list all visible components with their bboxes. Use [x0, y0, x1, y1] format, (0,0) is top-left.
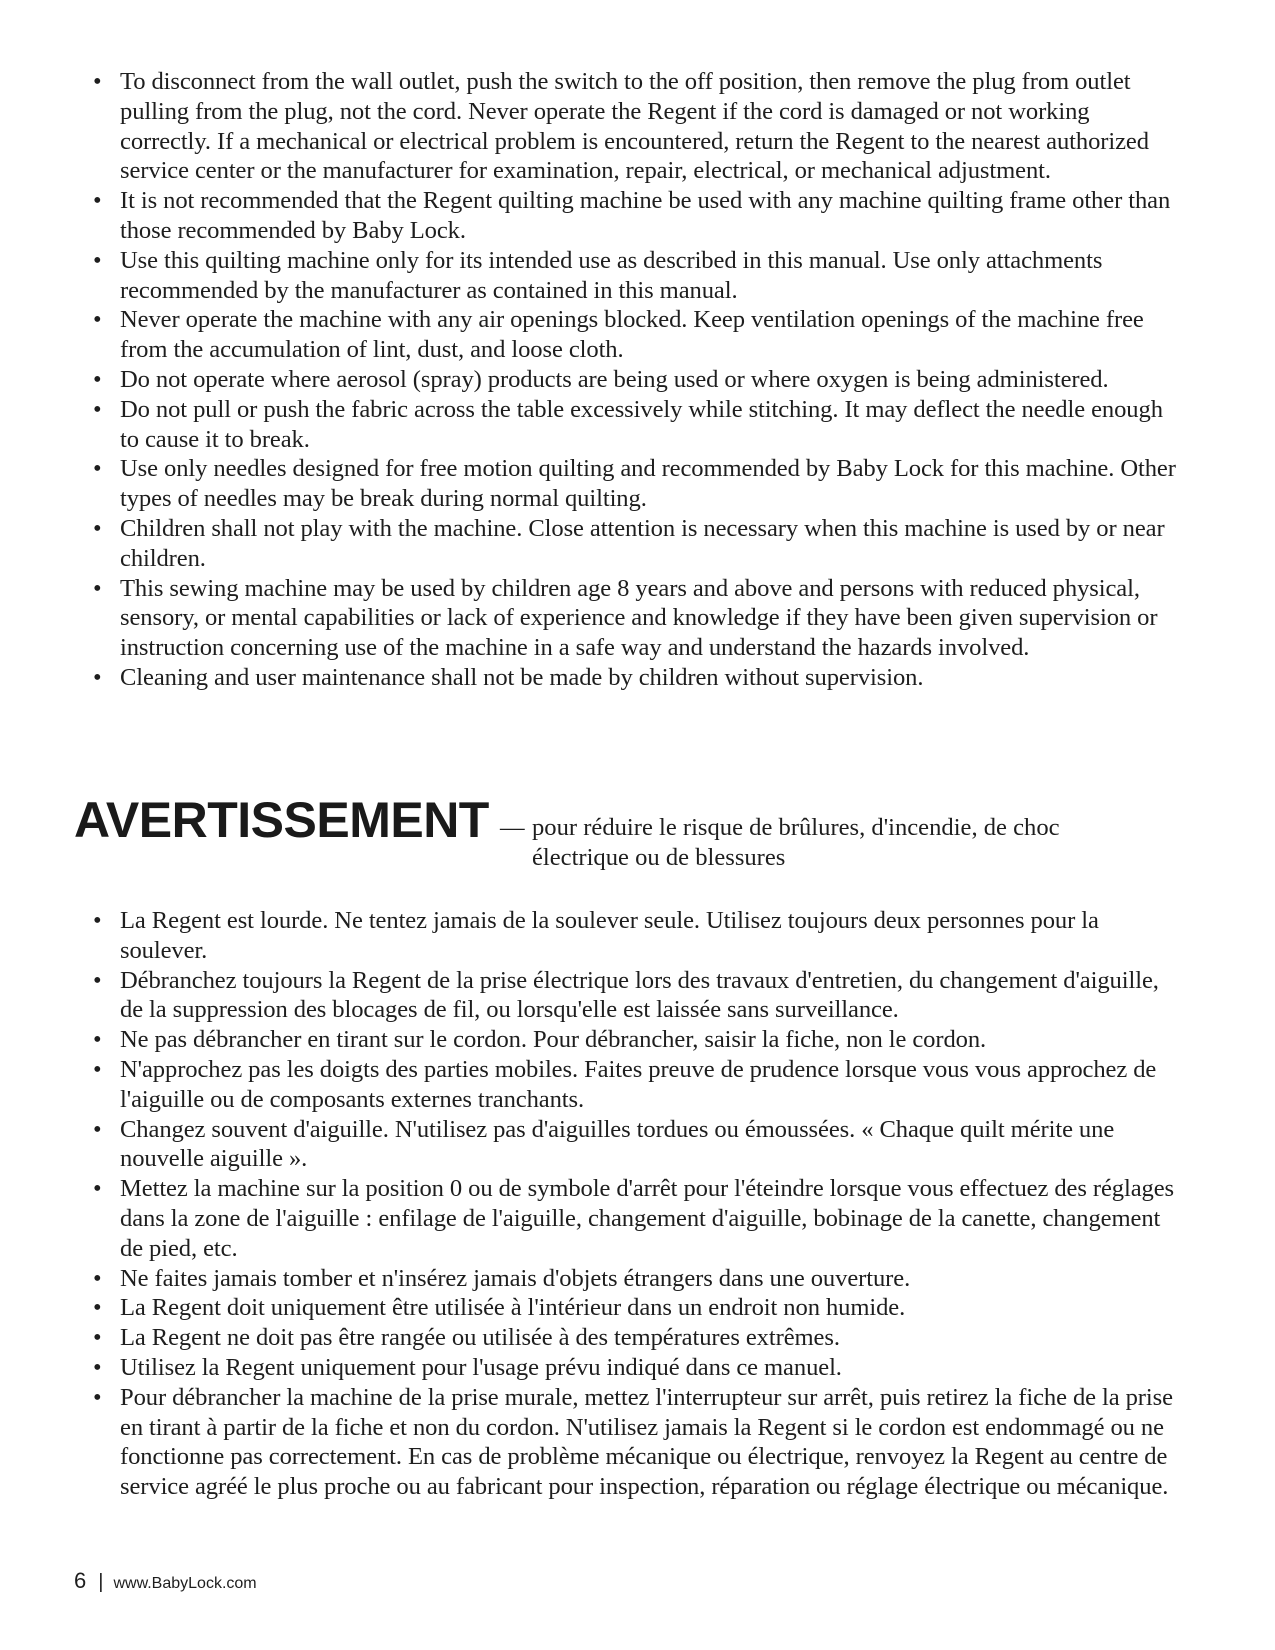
list-item: • Do not pull or push the fabric across the table excessively while stitching. It may deflect the needle enough to cause it to break. [120, 395, 1180, 455]
list-item: • Use this quilting machine only for its intended use as described in this manual. Use only attachments recommended by the manufacturer as contained in this manual. [120, 246, 1180, 306]
list-item: • Children shall not play with the machine. Close attention is necessary when this machine is used by or near children. [120, 514, 1180, 574]
safety-list-french [120, 906, 1180, 1502]
safety-list-english [120, 67, 1180, 693]
page-number: 6 [74, 1568, 87, 1593]
list-item: • La Regent doit uniquement être utilisée à l'intérieur dans un endroit non humide. [120, 1293, 1180, 1323]
list-item: • Ne faites jamais tomber et n'insérez jamais d'objets étrangers dans une ouverture. [120, 1264, 1180, 1294]
list-item: • To disconnect from the wall outlet, push the switch to the off position, then remove the plug from outlet pulling from the plug, not the cord. Never operate the Regent if the cord is damaged or not working correctly. If a mechanical or electrical problem is encountered, return the Regent to the nearest authorized service center or the manufacturer for examination, repair, electrical, or mechanical adjustment. [120, 67, 1180, 186]
warning-dash: — [500, 814, 525, 841]
list-item: • Débranchez toujours la Regent de la prise électrique lors des travaux d'entretien, du changement d'aiguille, de la suppression des blocages de fil, ou lorsqu'elle est laissée sans surveillance. [120, 966, 1180, 1026]
list-item: • Do not operate where aerosol (spray) products are being used or where oxygen is being administered. [120, 365, 1180, 395]
list-item: • La Regent ne doit pas être rangée ou utilisée à des températures extrêmes. [120, 1323, 1180, 1353]
list-item: • Mettez la machine sur la position 0 ou de symbole d'arrêt pour l'éteindre lorsque vous effectuez des réglages dans la zone de l'aiguille : enfilage de l'aiguille, changement d'aiguille, bobinage de la canette, changement de pied, etc. [120, 1174, 1180, 1263]
list-item: • Use only needles designed for free motion quilting and recommended by Baby Lock for this machine. Other types of needles may be break during normal quilting. [120, 454, 1180, 514]
list-item: • Changez souvent d'aiguille. N'utilisez pas d'aiguilles tordues ou émoussées. « Chaque quilt mérite une nouvelle aiguille ». [120, 1115, 1180, 1175]
footer-url[interactable]: www.BabyLock.com [113, 1575, 257, 1592]
list-item: • N'approchez pas les doigts des parties mobiles. Faites preuve de prudence lorsque vous vous approchez de l'aiguille ou de composants externes tranchants. [120, 1055, 1180, 1115]
list-item: • Pour débrancher la machine de la prise murale, mettez l'interrupteur sur arrêt, puis retirez la fiche de la prise en tirant à partir de la fiche et non du cordon. N'utilisez jamais la Regent si le cordon est endommagé ou ne fonctionne pas correctement. En cas de problème mécanique ou électrique, renvoyez la Regent au centre de service agréé le plus proche ou au fabricant pour inspection, réparation ou réglage électrique ou mécanique. [120, 1383, 1180, 1502]
list-item: • Utilisez la Regent uniquement pour l'usage prévu indiqué dans ce manuel. [120, 1353, 1180, 1383]
footer-separator: | [98, 1571, 104, 1593]
warning-subtitle: pour réduire le risque de brûlures, d'incendie, de choc électrique ou de blessures [532, 814, 1060, 871]
list-item: • La Regent est lourde. Ne tentez jamais de la soulever seule. Utilisez toujours deux personnes pour la soulever. [120, 906, 1180, 966]
list-item: • Never operate the machine with any air openings blocked. Keep ventilation openings of the machine free from the accumulation of lint, dust, and loose cloth. [120, 305, 1180, 365]
list-item: • Ne pas débrancher en tirant sur le cordon. Pour débrancher, saisir la fiche, non le cordon. [120, 1025, 1180, 1055]
list-item: • This sewing machine may be used by children age 8 years and above and persons with reduced physical, sensory, or mental capabilities or lack of experience and knowledge if they have been given supervision or instruction concerning use of the machine in a safe way and understand the hazards involved. [120, 574, 1180, 663]
list-item: • It is not recommended that the Regent quilting machine be used with any machine quilting frame other than those recommended by Baby Lock. [120, 186, 1180, 246]
list-item: • Cleaning and user maintenance shall not be made by children without supervision. [120, 663, 1180, 693]
page-footer [74, 1568, 257, 1594]
warning-heading: AVERTISSEMENT [74, 792, 489, 848]
